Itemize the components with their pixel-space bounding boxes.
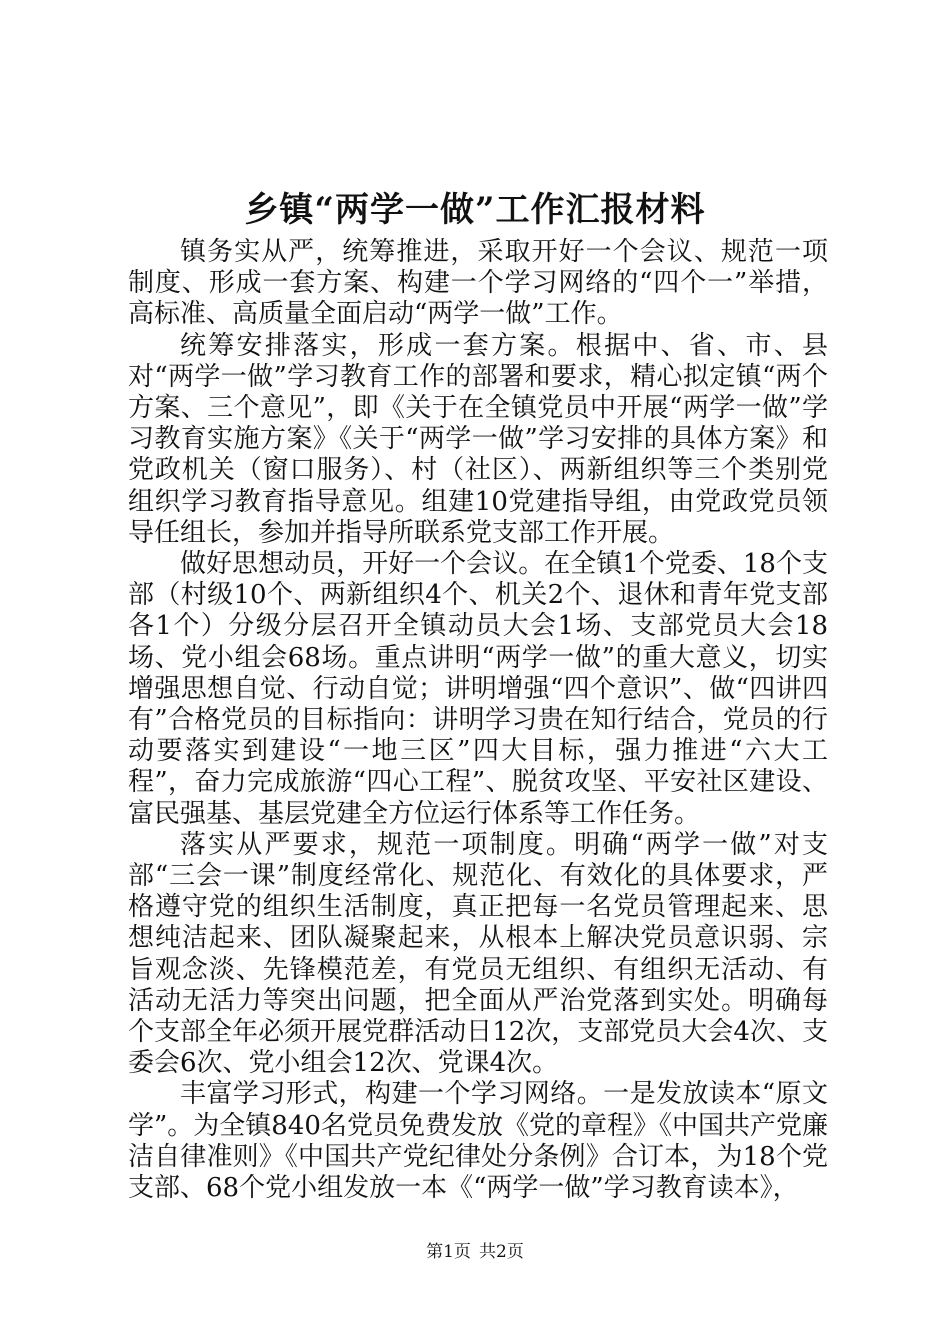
paragraph-intro: 镇务实从严，统筹推进，采取开好一个会议、规范一项制度、形成一套方案、构建一个学习网络的“四个一”举措，高标准、高质量全面启动“两学一做”工作。 — [128, 237, 828, 330]
document-body — [128, 237, 828, 1204]
document-title: 乡镇“两学一做”工作汇报材料 — [244, 190, 706, 230]
page-number-total: 共2页 — [479, 1242, 524, 1262]
paragraph-system: 落实从严要求，规范一项制度。明确“两学一做”对支部“三会一课”制度经常化、规范化、有效化的具体要求，严格遵守党的组织生活制度，真正把每一名党员管理起来、思想纯洁起来、团队凝聚起来，从根本上解决党员意识弱、宗旨观念淡、先锋模范差，有党员无组织、有组织无活动、有活动无活力等突出问题，把全面从严治党落到实处。明确每个支部全年必须开展党群活动日12次，支部党员大会4次、支委会6次、党小组会12次、党课4次。 — [128, 829, 828, 1079]
page-number-current: 第1页 — [426, 1242, 471, 1262]
page-footer — [0, 1240, 950, 1264]
paragraph-meeting: 做好思想动员，开好一个会议。在全镇1个党委、18个支部（村级10个、两新组织4个、机关2个、退休和青年党支部各1个）分级分层召开全镇动员大会1场、支部党员大会18场、党小组会68场。重点讲明“两学一做”的重大意义，切实增强思想自觉、行动自觉；讲明增强“四个意识”、做“四讲四有”合格党员的目标指向：讲明学习贵在知行结合，党员的行动要落实到建设“一地三区”四大目标，强力推进“六大工程”，奋力完成旅游“四心工程”、脱贫攻坚、平安社区建设、富民强基、基层党建全方位运行体系等工作任务。 — [128, 549, 828, 829]
paragraph-network: 丰富学习形式，构建一个学习网络。一是发放读本“原文学”。为全镇840名党员免费发放《党的章程》《中国共产党廉洁自律准则》《中国共产党纪律处分条例》合订本，为18个党支部、68个党小组发放一本《“两学一做”学习教育读本》， — [128, 1079, 828, 1204]
paragraph-plan: 统筹安排落实，形成一套方案。根据中、省、市、县对“两学一做”学习教育工作的部署和要求，精心拟定镇“两个方案、三个意见”，即《关于在全镇党员中开展“两学一做”学习教育实施方案》《关于“两学一做”学习安排的具体方案》和党政机关（窗口服务）、村（社区）、两新组织等三个类别党组织学习教育指导意见。组建10党建指导组，由党政党员领导任组长，参加并指导所联系党支部工作开展。 — [128, 330, 828, 548]
